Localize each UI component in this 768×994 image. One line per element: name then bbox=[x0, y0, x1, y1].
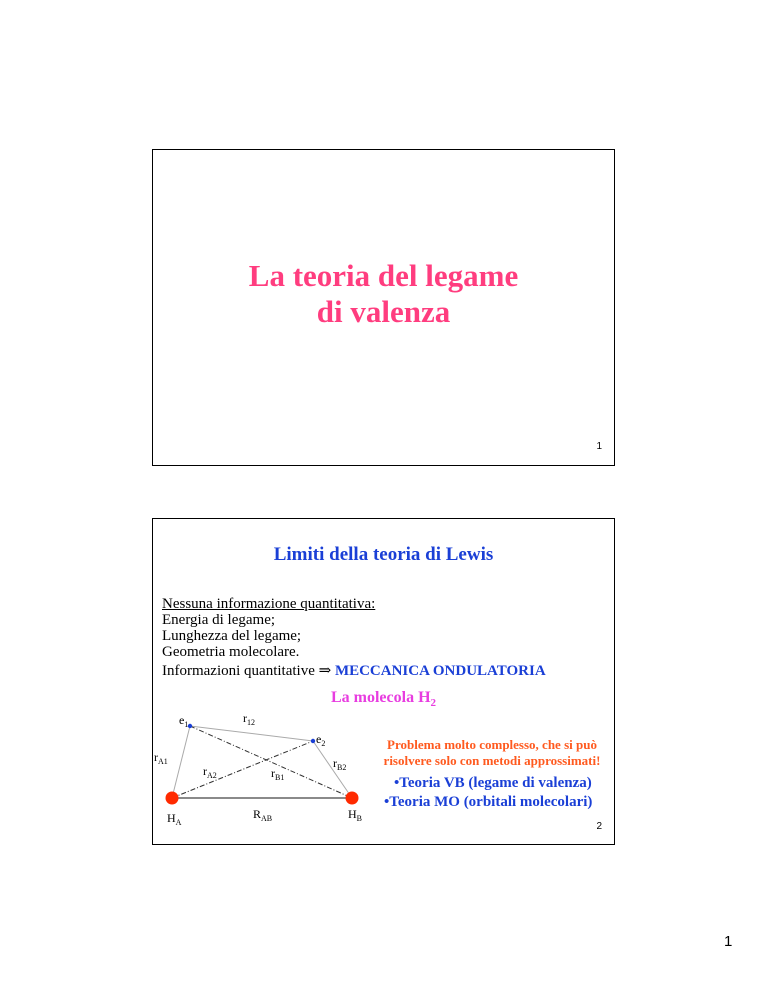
label-e2: $e_2$ bbox=[316, 732, 326, 748]
page-number: 1 bbox=[724, 933, 733, 950]
theory-mo: •Teoria MO (orbitali molecolari) bbox=[384, 794, 593, 810]
line-ra1 bbox=[172, 726, 190, 798]
slide-2 bbox=[152, 518, 615, 845]
electron-1 bbox=[188, 724, 192, 728]
label-ra1: $r_{A1}$ bbox=[154, 750, 168, 766]
slide-2-number: 2 bbox=[596, 821, 602, 832]
label-ra2: $r_{A2}$ bbox=[203, 764, 217, 780]
nucleus-a bbox=[166, 792, 179, 805]
label-rb2: $r_{B2}$ bbox=[333, 756, 347, 772]
slide-1-title bbox=[153, 258, 614, 330]
line-r12 bbox=[190, 726, 313, 741]
label-hb: $H_B$ bbox=[348, 807, 363, 823]
quantitative-emphasis: MECCANICA ONDULATORIA bbox=[334, 663, 546, 679]
info-item-energy: Energia di legame; bbox=[162, 612, 276, 628]
info-item-length: Lunghezza del legame; bbox=[162, 628, 302, 644]
theory-vb: •Teoria VB (legame di valenza) bbox=[394, 775, 592, 791]
slide-1-number: 1 bbox=[596, 441, 602, 452]
slide-1-title-line-2: di valenza bbox=[316, 294, 451, 329]
label-r12: $r_{12}$ bbox=[243, 711, 255, 727]
label-e1: $e_1$ bbox=[179, 713, 189, 729]
quantitative-prefix: Informazioni quantitative ⇒ bbox=[162, 663, 335, 679]
info-item-geometry: Geometria molecolare. bbox=[162, 644, 300, 660]
electron-2 bbox=[311, 739, 315, 743]
slide-1-title-line-1: La teoria del legame bbox=[248, 258, 519, 293]
molecule-title-text: La molecola H bbox=[330, 689, 431, 706]
info-heading: Nessuna informazione quantitativa: bbox=[162, 596, 376, 612]
theories-list bbox=[384, 774, 592, 812]
label-ha: $H_A$ bbox=[167, 811, 182, 827]
molecule-title-subscript: 2 bbox=[430, 697, 437, 710]
label-rb1: $r_{B1}$ bbox=[271, 766, 285, 782]
problem-note: Problema molto complesso, che si può risolvere solo con metodi approssimati! bbox=[383, 737, 601, 768]
label-rab: $R_{AB}$ bbox=[253, 807, 273, 823]
nucleus-b bbox=[346, 792, 359, 805]
slide-1 bbox=[152, 149, 615, 466]
slide-2-title: Limiti della teoria di Lewis bbox=[273, 544, 494, 565]
